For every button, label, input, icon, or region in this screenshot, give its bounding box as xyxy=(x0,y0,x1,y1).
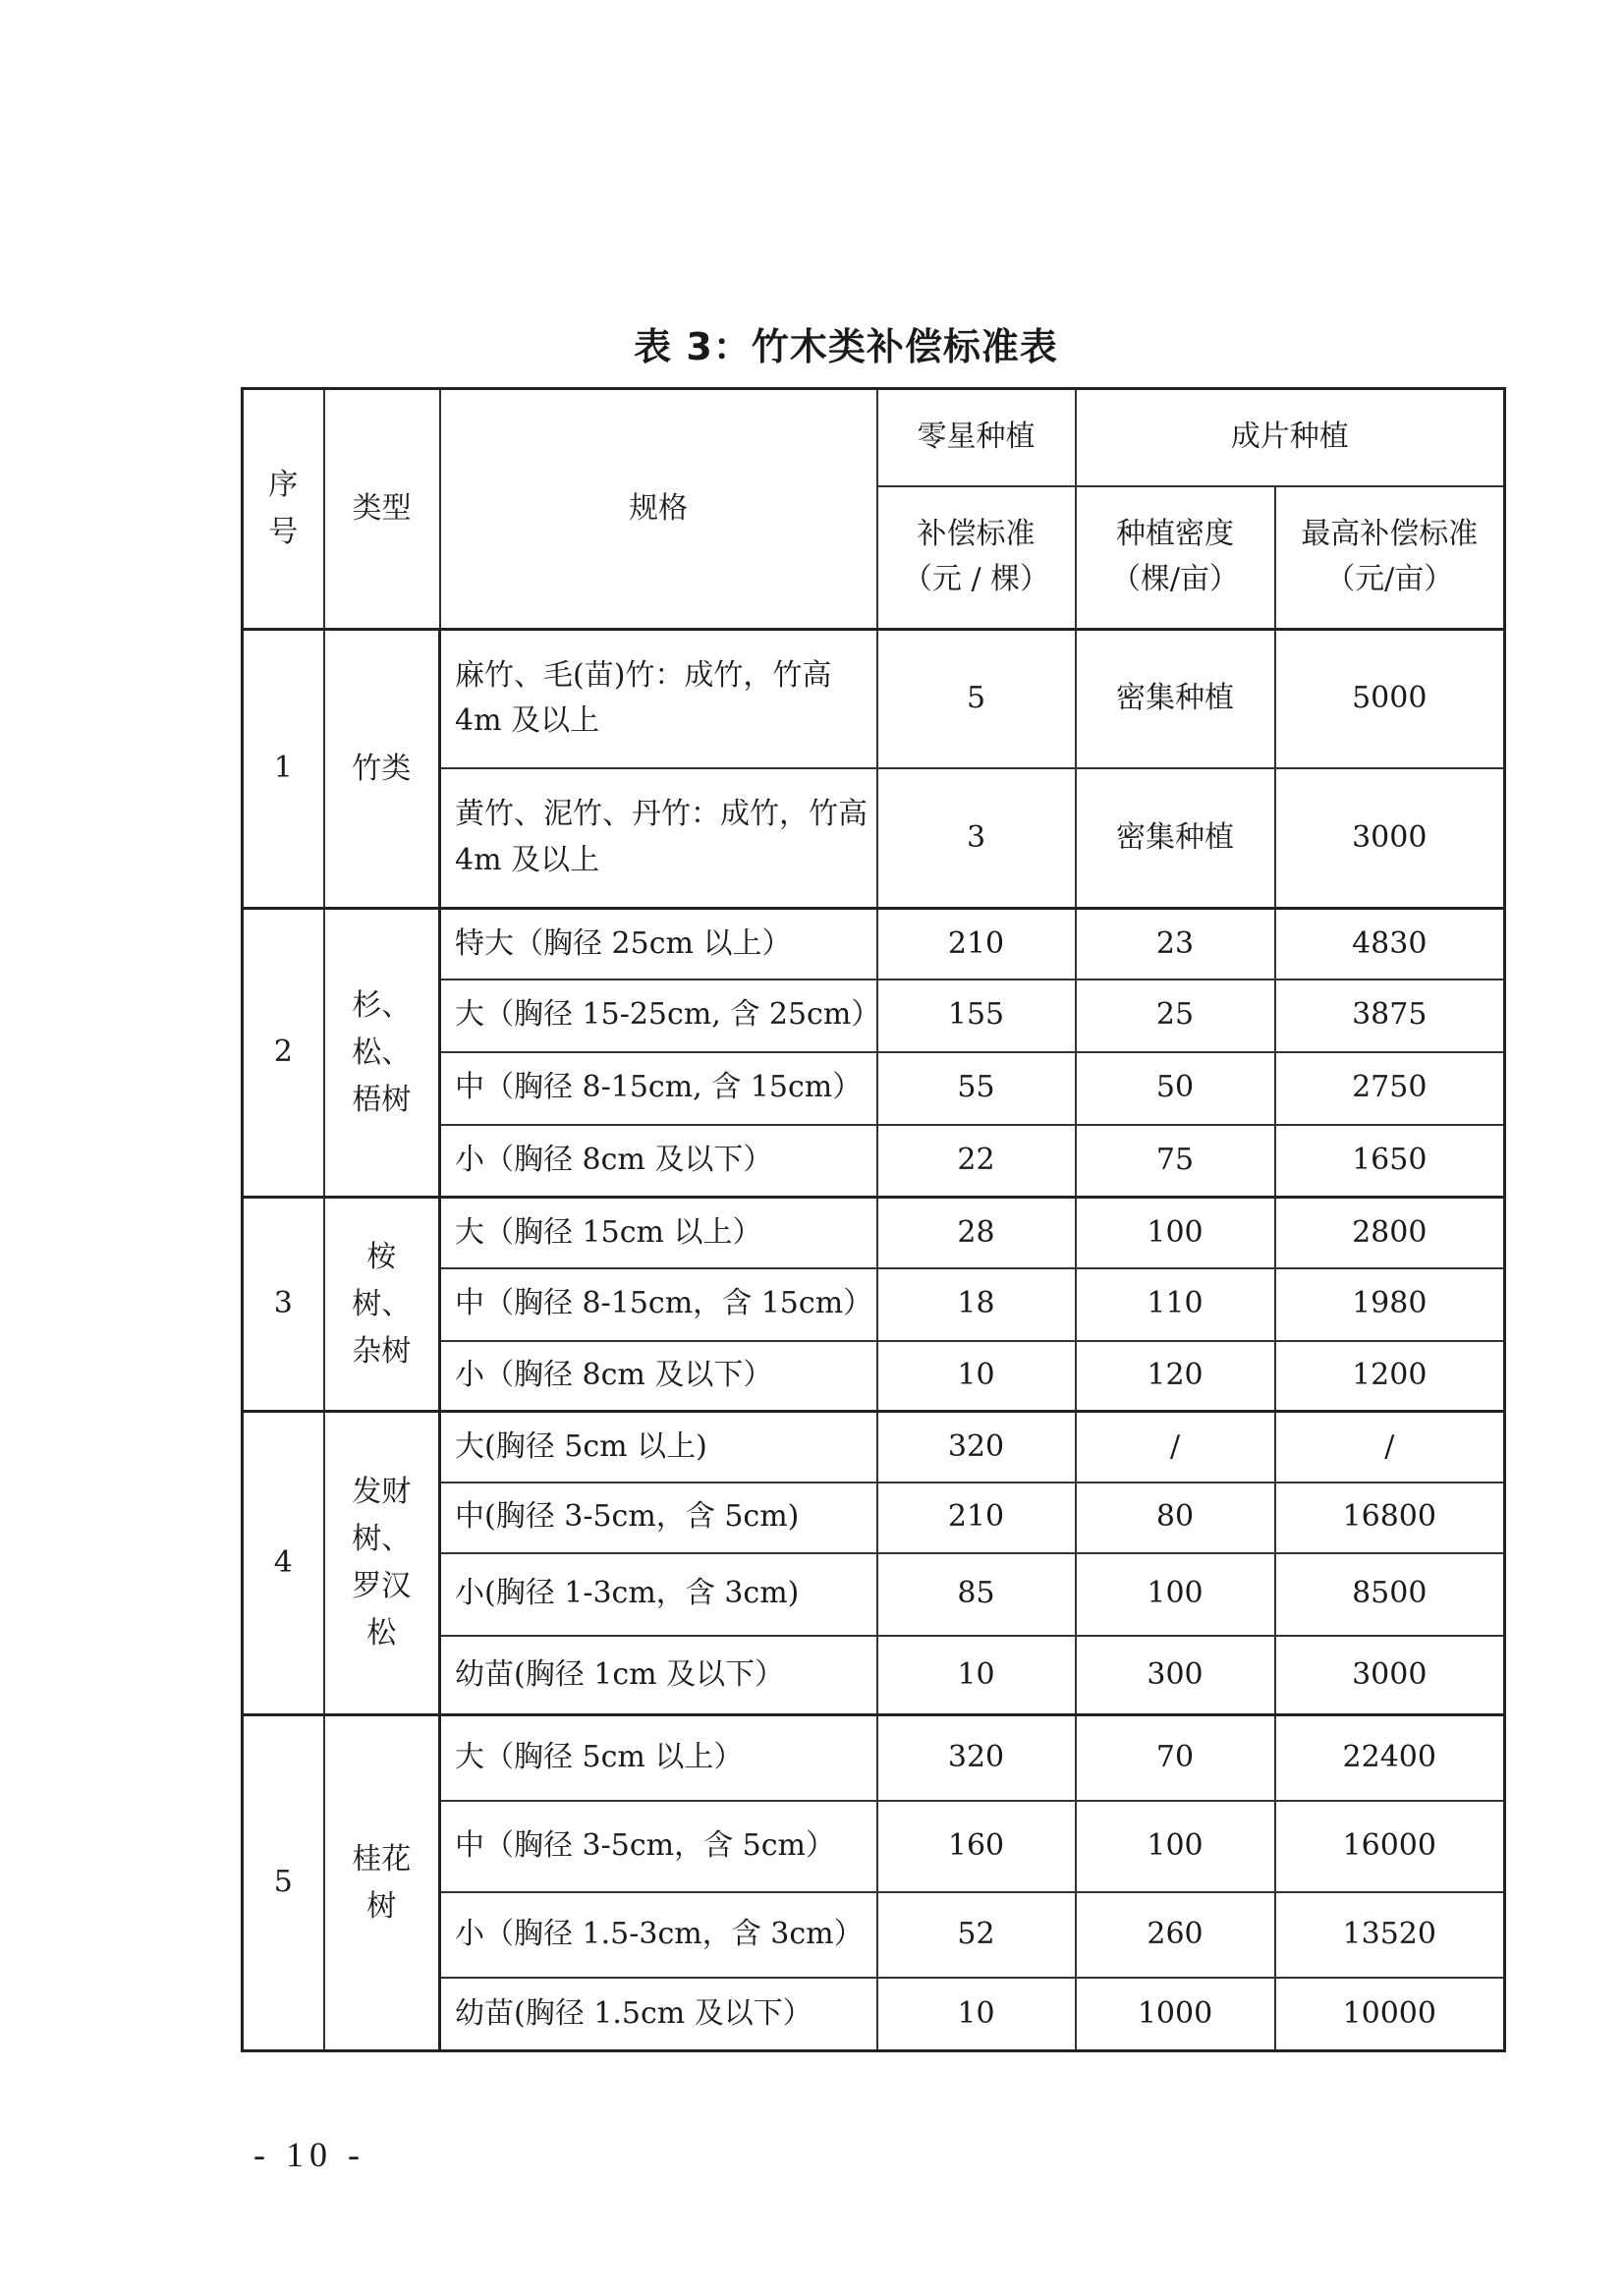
cell-density: 80 xyxy=(1076,1483,1275,1553)
header-massed: 成片种植 xyxy=(1076,389,1505,486)
cell-max: 5000 xyxy=(1275,630,1505,768)
cell-price: 5 xyxy=(877,630,1076,768)
cell-max: 3000 xyxy=(1275,768,1505,909)
table-row xyxy=(243,909,1505,980)
cell-spec: 中（胸径 8-15cm，含 15cm） xyxy=(440,1268,877,1341)
cell-price: 18 xyxy=(877,1268,1076,1341)
cell-max: 1200 xyxy=(1275,1341,1505,1412)
cell-spec: 小（胸径 8cm 及以下） xyxy=(440,1341,877,1412)
cell-density: 100 xyxy=(1076,1553,1275,1636)
cell-type xyxy=(324,1198,440,1412)
header-density: 种植密度 （棵/亩） xyxy=(1076,486,1275,630)
cell-spec: 麻竹、毛(苗)竹：成竹，竹高 4m 及以上 xyxy=(440,630,877,768)
cell-spec: 大（胸径 15-25cm, 含 25cm） xyxy=(440,980,877,1052)
table-row xyxy=(243,1412,1505,1483)
cell-density: 50 xyxy=(1076,1052,1275,1125)
cell-density: 75 xyxy=(1076,1125,1275,1198)
cell-price: 55 xyxy=(877,1052,1076,1125)
type-label: 桉树、杂树 xyxy=(352,1239,412,1369)
type-label: 竹类 xyxy=(352,751,412,786)
cell-price: 320 xyxy=(877,1412,1076,1483)
cell-seq: 2 xyxy=(243,909,324,1198)
cell-max: 3000 xyxy=(1275,1636,1505,1715)
header-comp-std: 补偿标准 （元 / 棵） xyxy=(877,486,1076,630)
cell-density: 120 xyxy=(1076,1341,1275,1412)
cell-spec: 黄竹、泥竹、丹竹：成竹，竹高 4m 及以上 xyxy=(440,768,877,909)
cell-max: 16800 xyxy=(1275,1483,1505,1553)
cell-density: 密集种植 xyxy=(1076,768,1275,909)
header-type: 类型 xyxy=(324,389,440,630)
cell-spec: 中（胸径 3-5cm，含 5cm） xyxy=(440,1801,877,1892)
cell-max: 13520 xyxy=(1275,1892,1505,1978)
cell-density: 23 xyxy=(1076,909,1275,980)
cell-price: 155 xyxy=(877,980,1076,1052)
table-row xyxy=(243,630,1505,768)
cell-max: 1980 xyxy=(1275,1268,1505,1341)
cell-spec: 小(胸径 1-3cm，含 3cm) xyxy=(440,1553,877,1636)
type-label: 桂花树 xyxy=(352,1841,412,1924)
cell-spec: 中（胸径 8-15cm, 含 15cm） xyxy=(440,1052,877,1125)
cell-price: 160 xyxy=(877,1801,1076,1892)
cell-density: 密集种植 xyxy=(1076,630,1275,768)
cell-spec: 幼苗(胸径 1.5cm 及以下） xyxy=(440,1978,877,2051)
cell-density: 1000 xyxy=(1076,1978,1275,2051)
cell-density: 25 xyxy=(1076,980,1275,1052)
cell-spec: 小（胸径 8cm 及以下） xyxy=(440,1125,877,1198)
cell-density: 100 xyxy=(1076,1801,1275,1892)
cell-max: 3875 xyxy=(1275,980,1505,1052)
cell-spec: 特大（胸径 25cm 以上） xyxy=(440,909,877,980)
cell-max: / xyxy=(1275,1412,1505,1483)
cell-seq: 1 xyxy=(243,630,324,909)
cell-price: 22 xyxy=(877,1125,1076,1198)
cell-price: 10 xyxy=(877,1341,1076,1412)
header-seq: 序号 xyxy=(243,389,324,630)
cell-seq: 5 xyxy=(243,1715,324,2051)
cell-spec: 幼苗(胸径 1cm 及以下） xyxy=(440,1636,877,1715)
cell-price: 10 xyxy=(877,1978,1076,2051)
cell-spec: 小（胸径 1.5-3cm，含 3cm） xyxy=(440,1892,877,1978)
cell-max: 22400 xyxy=(1275,1715,1505,1801)
header-scattered: 零星种植 xyxy=(877,389,1076,486)
cell-price: 85 xyxy=(877,1553,1076,1636)
table-row xyxy=(243,1715,1505,1801)
type-label: 杉、松、梧树 xyxy=(352,987,412,1117)
cell-density: 260 xyxy=(1076,1892,1275,1978)
cell-price: 210 xyxy=(877,909,1076,980)
cell-type xyxy=(324,1412,440,1715)
compensation-table xyxy=(241,387,1506,2052)
cell-spec: 大(胸径 5cm 以上) xyxy=(440,1412,877,1483)
cell-price: 52 xyxy=(877,1892,1076,1978)
cell-price: 320 xyxy=(877,1715,1076,1801)
cell-max: 2800 xyxy=(1275,1198,1505,1268)
table-body xyxy=(243,630,1505,2051)
cell-density: 100 xyxy=(1076,1198,1275,1268)
cell-price: 3 xyxy=(877,768,1076,909)
cell-density: 300 xyxy=(1076,1636,1275,1715)
cell-max: 16000 xyxy=(1275,1801,1505,1892)
table-title: 表 3：竹木类补偿标准表 xyxy=(634,325,1058,368)
cell-max: 10000 xyxy=(1275,1978,1505,2051)
page-number: - 10 - xyxy=(253,2135,365,2174)
header-max-comp: 最高补偿标准 （元/亩） xyxy=(1275,486,1505,630)
cell-type xyxy=(324,1715,440,2051)
cell-density: / xyxy=(1076,1412,1275,1483)
cell-max: 4830 xyxy=(1275,909,1505,980)
cell-type xyxy=(324,630,440,909)
cell-price: 10 xyxy=(877,1636,1076,1715)
cell-spec: 大（胸径 5cm 以上） xyxy=(440,1715,877,1801)
cell-spec: 中(胸径 3-5cm，含 5cm) xyxy=(440,1483,877,1553)
table-row xyxy=(243,1198,1505,1268)
cell-price: 28 xyxy=(877,1198,1076,1268)
cell-seq: 3 xyxy=(243,1198,324,1412)
cell-max: 1650 xyxy=(1275,1125,1505,1198)
cell-price: 210 xyxy=(877,1483,1076,1553)
cell-density: 110 xyxy=(1076,1268,1275,1341)
cell-density: 70 xyxy=(1076,1715,1275,1801)
cell-max: 8500 xyxy=(1275,1553,1505,1636)
cell-seq: 4 xyxy=(243,1412,324,1715)
cell-type xyxy=(324,909,440,1198)
type-label: 发财树、罗汉松 xyxy=(352,1475,412,1651)
cell-spec: 大（胸径 15cm 以上） xyxy=(440,1198,877,1268)
header-spec: 规格 xyxy=(440,389,877,630)
cell-max: 2750 xyxy=(1275,1052,1505,1125)
